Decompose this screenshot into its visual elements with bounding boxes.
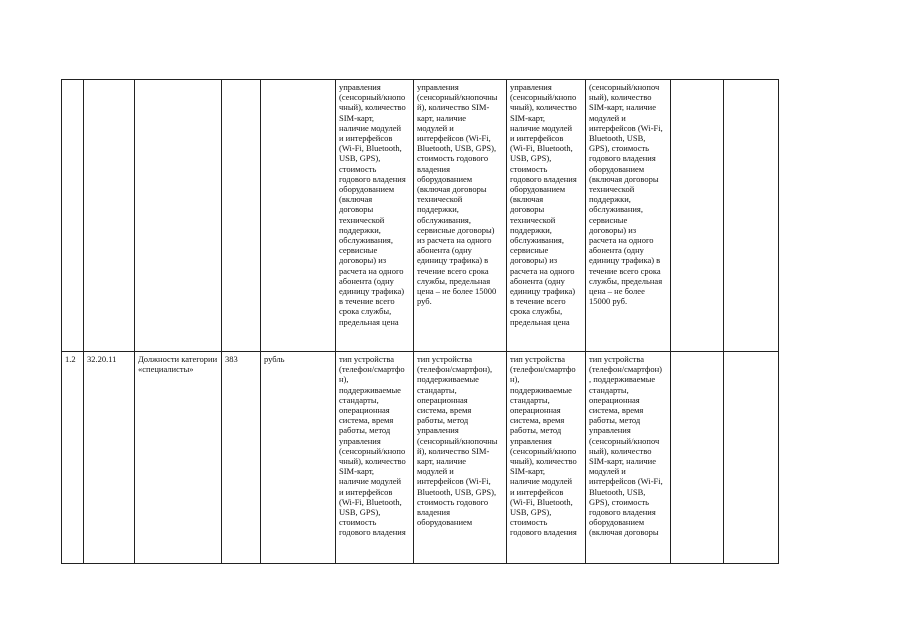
spec-cell: управления (сенсорный/кнопочны й), количество SIM- карт, наличие модулей и интерфейсов (Wi-Fi, Bluetooth, USB, GPS), стоимость годового владения оборудованием (включая договоры технической поддержки, обслуживания, сервисные договоры) из расчета на одного абонента (одну единицу трафика) в течение всего срока службы, предельная цена – не более 15000 руб.: [414, 80, 507, 352]
empty-cell: [724, 80, 779, 352]
okpd-code-cell: 32.20.11: [84, 352, 135, 564]
empty-cell: [724, 352, 779, 564]
okei-code-cell: [222, 80, 261, 352]
spec-cell: тип устройства (телефон/смартфо н), поддерживаемые стандарты, операционная система, время работы, метод управления (сенсорный/кнопо чный), количество SIM-карт, наличие модулей и интерфейсов (Wi-Fi, Bluetooth, USB, GPS), стоимость годового владения: [336, 352, 414, 564]
table-row: [62, 80, 779, 352]
spec-cell: управления (сенсорный/кнопо чный), количество SIM-карт, наличие модулей и интерфейсов (Wi-Fi, Bluetooth, USB, GPS), стоимость годового владения оборудованием (включая договоры технической поддержки, обслуживания, сервисные договоры) из расчета на одного абонента (одну единицу трафика) в течение всего срока службы, предельная цена: [336, 80, 414, 352]
okei-code-cell: 383: [222, 352, 261, 564]
unit-name-cell: рубль: [261, 352, 336, 564]
spec-cell: управления (сенсорный/кнопо чный), количество SIM-карт, наличие модулей и интерфейсов (Wi-Fi, Bluetooth, USB, GPS), стоимость годового владения оборудованием (включая договоры технической поддержки, обслуживания, сервисные договоры) из расчета на одного абонента (одну единицу трафика) в течение всего срока службы, предельная цена: [507, 80, 586, 352]
spec-cell: (сенсорный/кнопоч ный), количество SIM-карт, наличие модулей и интерфейсов (Wi-Fi, Bluetooth, USB, GPS), стоимость годового владения оборудованием (включая договоры технической поддержки, обслуживания, сервисные договоры) из расчета на одного абонента (одну единицу трафика) в течение всего срока службы, предельная цена – не более 15000 руб.: [586, 80, 671, 352]
unit-name-cell: [261, 80, 336, 352]
spec-cell: тип устройства (телефон/смартфон), поддерживаемые стандарты, операционная система, время работы, метод управления (сенсорный/кнопочны й), количество SIM- карт, наличие модулей и интерфейсов (Wi-Fi, Bluetooth, USB, GPS), стоимость годового владения оборудованием: [414, 352, 507, 564]
position-category-cell: [135, 80, 222, 352]
row-number-cell: [62, 80, 84, 352]
empty-cell: [671, 352, 724, 564]
row-number-cell: 1.2: [62, 352, 84, 564]
spec-cell: тип устройства (телефон/смартфон) , поддерживаемые стандарты, операционная система, время работы, метод управления (сенсорный/кнопоч ный), количество SIM-карт, наличие модулей и интерфейсов (Wi-Fi, Bluetooth, USB, GPS), стоимость годового владения оборудованием (включая договоры: [586, 352, 671, 564]
position-category-cell: Должности категории «специалисты»: [135, 352, 222, 564]
spec-cell: тип устройства (телефон/смартфо н), поддерживаемые стандарты, операционная система, время работы, метод управления (сенсорный/кнопо чный), количество SIM-карт, наличие модулей и интерфейсов (Wi-Fi, Bluetooth, USB, GPS), стоимость годового владения: [507, 352, 586, 564]
empty-cell: [671, 80, 724, 352]
requirements-table: [61, 79, 779, 564]
table-row: [62, 352, 779, 564]
okpd-code-cell: [84, 80, 135, 352]
